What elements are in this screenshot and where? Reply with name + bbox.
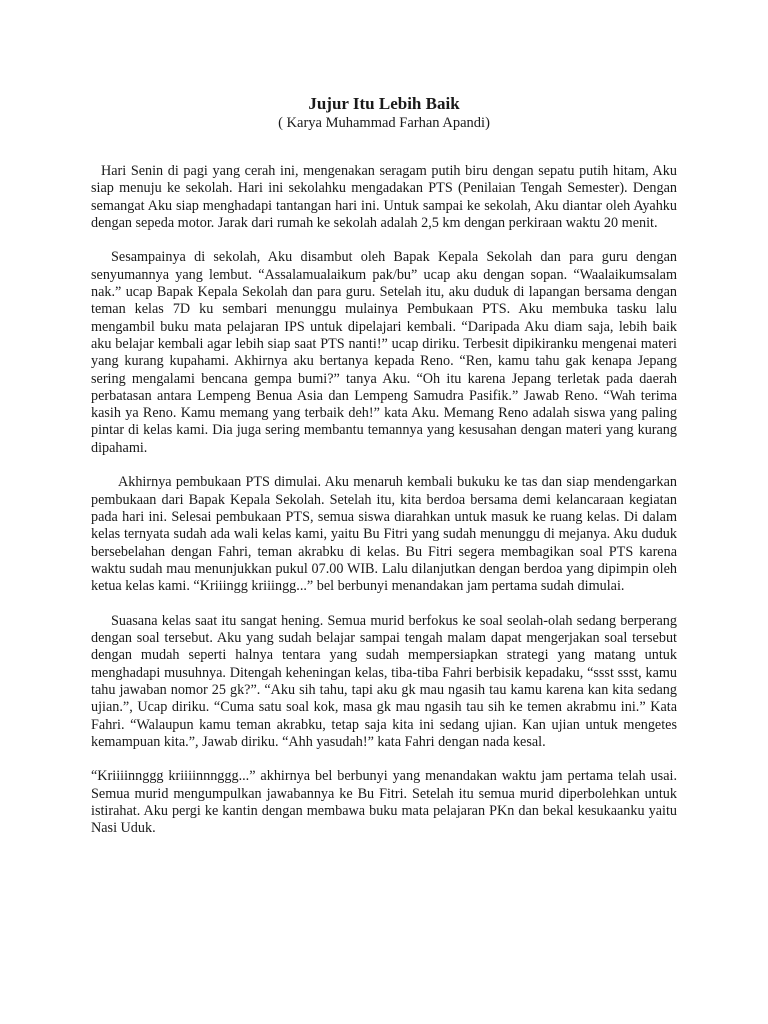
author-line: ( Karya Muhammad Farhan Apandi) bbox=[278, 115, 490, 131]
paragraph-2: Sesampainya di sekolah, Aku disambut oleh Bapak Kepala Sekolah dan para guru dengan senyumannya yang lembut. “Assalamualaikum pak/bu” ucap aku dengan sopan. “Waalaikumsalam nak.” ucap Bapak Kepala Sekolah dan para guru. Setelah itu, aku duduk di lapangan bersama dengan teman kelas 7D ku sembari menunggu mulainya Pembukaan PTS. Aku membuka tasku lalu mengambil buku mata pelajaran IPS untuk dipelajari kembali. “Daripada Aku diam saja, lebih baik aku belajar kembali agar lebih siap saat PTS nanti!” ucap diriku. Terbesit dipikiranku mengenai materi yang kurang kupahami. Akhirnya aku bertanya kepada Reno. “Ren, kamu tahu gak kenapa Jepang sering mengalami bencana gempa bumi?” tanya Aku. “Oh itu karena Jepang terletak pada daerah perbatasan antara Lempeng Benua Asia dan Lempeng Samudra Pasifik.” Jawab Reno. “Wah terima kasih ya Reno. Kamu memang yang terbaik deh!” kata Aku. Memang Reno adalah siswa yang paling pintar di kelas kami. Dia juga sering membantu temannya yang kesusahan dengan materi yang kurang dipahami. bbox=[91, 249, 677, 456]
paragraph-4: Suasana kelas saat itu sangat hening. Semua murid berfokus ke soal seolah-olah sedang berperang dengan soal tersebut. Aku yang sudah belajar sampai tengah malam dapat mengerjakan soal tersebut dengan mudah seperti halnya tentara yang sudah mempersiapkan strategi yang matang untuk menghadapi musuhnya. Ditengah keheningan kelas, tiba-tiba Fahri berbisik kepadaku, “ssst ssst, kamu tahu jawaban nomor 25 gk?”. “Aku sih tahu, tapi aku gk mau ngasih tau kamu karena kan kita sedang ujian.”, Ucap diriku. “Cuma satu soal kok, masa gk mau ngasih tau sih ke temen akrabmu ini.” Kata Fahri. “Walaupun kamu teman akrabku, tetap saja kita ini sedang ujian. Kan ujian untuk mengetes kemampuan kita.”, Jawab diriku. “Ahh yasudah!” kata Fahri dengan nada kesal. bbox=[91, 612, 677, 750]
paragraph-1: Hari Senin di pagi yang cerah ini, mengenakan seragam putih biru dengan sepatu putih hitam, Aku siap menuju ke sekolah. Hari ini sekolahku mengadakan PTS (Penilaian Tengah Semester). Dengan semangat Aku siap menghadapi tantangan hari ini. Untuk sampai ke sekolah, Aku diantar oleh Ayahku dengan sepeda motor. Jarak dari rumah ke sekolah adalah 2,5 km dengan perkiraan waktu 20 menit. bbox=[91, 163, 677, 231]
document-page bbox=[91, 94, 677, 855]
document-title: Jujur Itu Lebih Baik bbox=[308, 94, 460, 113]
paragraph-3: Akhirnya pembukaan PTS dimulai. Aku menaruh kembali bukuku ke tas dan siap mendengarkan pembukaan dari Bapak Kepala Sekolah. Setelah itu, kita berdoa bersama demi kelancaraan kegiatan pada hari ini. Selesai pembukaan PTS, semua siswa diarahkan untuk masuk ke ruang kelas. Di dalam kelas ternyata sudah ada wali kelas kami, yaitu Bu Fitri yang sudah menunggu di mejanya. Aku duduk bersebelahan dengan Fahri, teman akrabku di kelas. Bu Fitri segera membagikan soal PTS karena waktu sudah mau menunjukkan pukul 07.00 WIB. Lalu dilanjutkan dengan berdoa yang dipimpin oleh ketua kelas kami. “Kriiingg kriiingg...” bel berbunyi menandakan jam pertama sudah dimulai. bbox=[91, 474, 677, 595]
paragraph-5: “Kriiiinnggg kriiiinnnggg...” akhirnya bel berbunyi yang menandakan waktu jam pertama telah usai. Semua murid mengumpulkan jawabannya ke Bu Fitri. Setelah itu semua murid diperbolehkan untuk istirahat. Aku pergi ke kantin dengan membawa buku mata pelajaran PKn dan bekal kesukaanku yaitu Nasi Uduk. bbox=[91, 768, 677, 837]
